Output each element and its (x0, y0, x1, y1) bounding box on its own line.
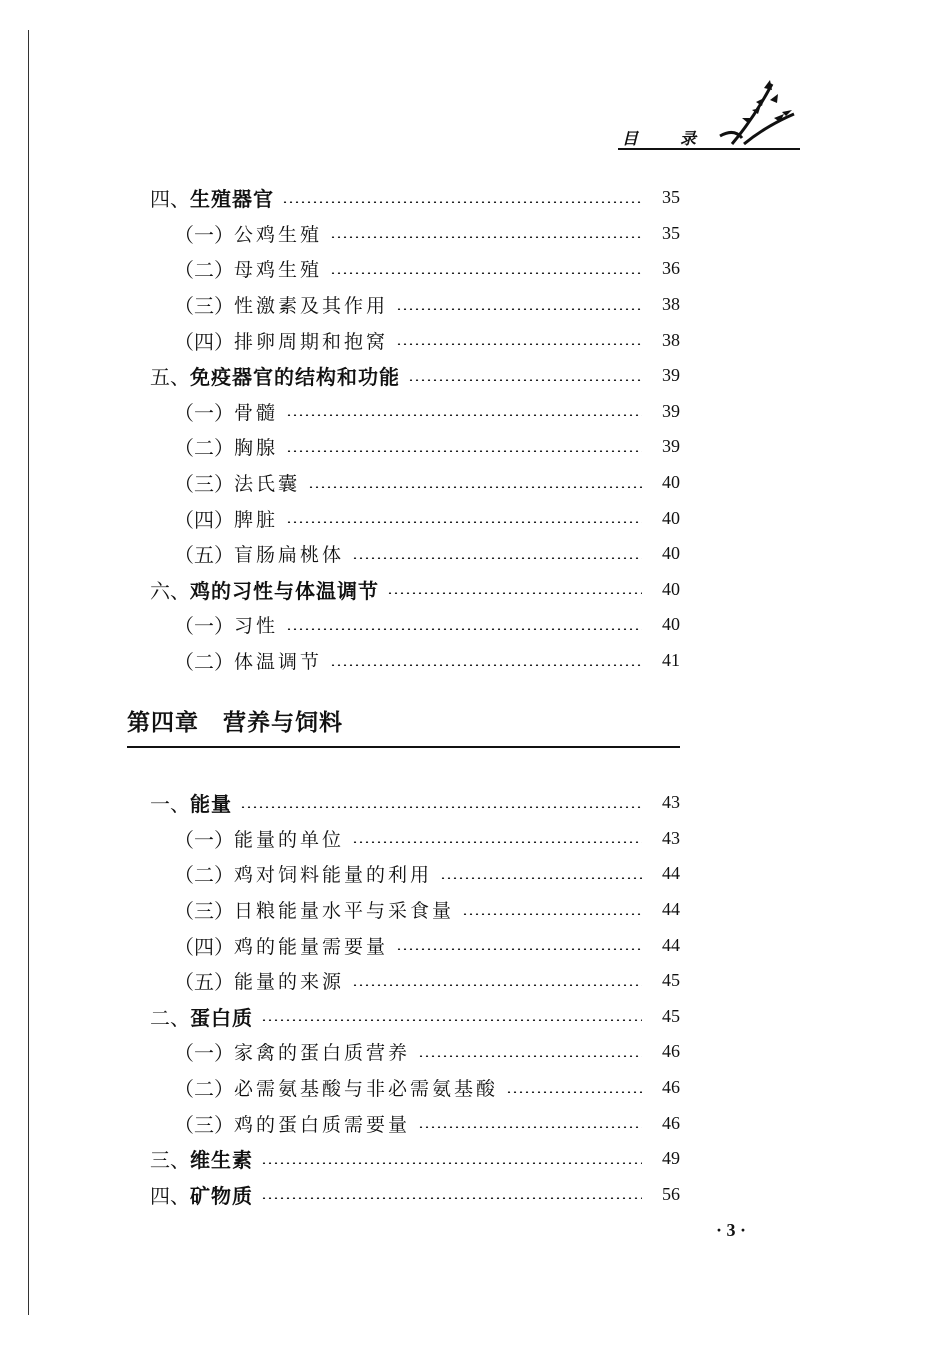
toc-entry[interactable] (150, 536, 680, 572)
toc-entry-title: 日粮能量水平与采食量 (234, 900, 455, 923)
toc-entry[interactable] (150, 251, 680, 287)
toc-entry-title: 维生素 (190, 1148, 253, 1173)
toc-entry-number: 一、 (150, 792, 190, 817)
toc-entry[interactable] (150, 500, 680, 536)
toc-entry-title: 排卵周期和抱窝 (234, 330, 389, 353)
toc-entry-title: 能量的单位 (234, 828, 345, 851)
toc-entry[interactable] (150, 892, 680, 928)
toc-entry[interactable] (150, 429, 680, 465)
toc-entry-number: 四、 (150, 187, 190, 212)
chapter-title: 营养与饲料 (223, 710, 343, 736)
header-rule (618, 148, 800, 150)
toc-entry[interactable] (150, 465, 680, 501)
toc-entry-number: （三） (174, 899, 234, 924)
toc-entry[interactable] (150, 287, 680, 323)
toc-entry[interactable] (150, 643, 680, 679)
toc-dot-leader (240, 806, 642, 808)
toc-entry-number: （一） (174, 222, 234, 247)
toc-entry-number: （一） (174, 827, 234, 852)
toc-entry-number: 六、 (150, 578, 190, 603)
toc-dot-leader (396, 948, 642, 950)
toc-entry-title: 生殖器官 (190, 187, 274, 212)
toc-dot-leader (308, 486, 642, 488)
toc-dot-leader (286, 521, 642, 523)
toc-entry[interactable] (150, 1177, 680, 1213)
wheat-ear-icon (714, 78, 800, 150)
toc-entry[interactable] (150, 216, 680, 252)
toc-entry-number: 四、 (150, 1183, 190, 1208)
toc-entry-title: 盲肠扁桃体 (234, 544, 345, 567)
toc-entry-page: 40 (662, 578, 680, 599)
toc-entry-number: （二） (174, 436, 234, 461)
toc-dot-leader (352, 984, 642, 986)
toc-entry[interactable] (150, 394, 680, 430)
toc-dot-leader (330, 236, 642, 238)
toc-entry-title: 体温调节 (234, 651, 323, 674)
toc-entry-page: 39 (662, 436, 680, 457)
toc-entry-number: （一） (174, 400, 234, 425)
toc-entry-number: （二） (174, 1077, 234, 1102)
header-label-right: 录 (680, 129, 697, 148)
toc-entry-number: （三） (174, 294, 234, 319)
toc-dot-leader (462, 913, 642, 915)
toc-dot-leader (408, 379, 642, 381)
toc-entry[interactable] (150, 963, 680, 999)
toc-dot-leader (352, 841, 642, 843)
toc-entry-page: 35 (662, 187, 680, 208)
toc-entry-title: 公鸡生殖 (234, 223, 323, 246)
toc-entry-page: 44 (662, 899, 680, 920)
toc-entry-number: （四） (174, 329, 234, 354)
toc-entry-title: 胸腺 (234, 437, 279, 460)
toc-entry[interactable] (150, 1070, 680, 1106)
toc-entry-number: （二） (174, 258, 234, 283)
toc-entry-page: 38 (662, 329, 680, 350)
toc-dot-leader (440, 877, 642, 879)
toc-entry-page: 44 (662, 863, 680, 884)
toc-entry[interactable] (150, 322, 680, 358)
toc-section-chapter-4 (150, 785, 680, 1212)
toc-entry-number: （五） (174, 543, 234, 568)
toc-entry-page: 40 (662, 543, 680, 564)
toc-entry[interactable] (150, 999, 680, 1035)
toc-dot-leader (396, 343, 642, 345)
toc-entry-number: （二） (174, 863, 234, 888)
toc-entry-page: 36 (662, 258, 680, 279)
toc-entry-number: 三、 (150, 1148, 190, 1173)
toc-entry-page: 45 (662, 970, 680, 991)
toc-entry-title: 法氏囊 (234, 473, 301, 496)
running-header (618, 120, 800, 152)
toc-entry[interactable] (150, 572, 680, 608)
toc-entry-page: 38 (662, 294, 680, 315)
chapter-rule (127, 746, 680, 748)
toc-entry-page: 46 (662, 1077, 680, 1098)
toc-entry-page: 39 (662, 400, 680, 421)
toc-entry-title: 鸡的能量需要量 (234, 935, 389, 958)
toc-entry-page: 40 (662, 614, 680, 635)
toc-entry[interactable] (150, 1141, 680, 1177)
toc-dot-leader (396, 308, 642, 310)
toc-dot-leader (506, 1091, 642, 1093)
header-label-left: 目 (622, 129, 639, 148)
toc-dot-leader (418, 1126, 642, 1128)
toc-entry-title: 习性 (234, 615, 279, 638)
toc-entry-page: 35 (662, 222, 680, 243)
toc-dot-leader (330, 272, 642, 274)
toc-entry-page: 49 (662, 1148, 680, 1169)
toc-entry-number: （四） (174, 934, 234, 959)
toc-entry-title: 骨髓 (234, 401, 279, 424)
toc-entry-title: 家禽的蛋白质营养 (234, 1042, 411, 1065)
toc-entry-number: （五） (174, 970, 234, 995)
toc-entry-title: 鸡对饲料能量的利用 (234, 864, 433, 887)
toc-entry-page: 40 (662, 507, 680, 528)
toc-section-chapter-3 (150, 180, 680, 678)
chapter-label: 第四章 (127, 710, 199, 736)
toc-dot-leader (286, 414, 642, 416)
toc-entry-page: 43 (662, 827, 680, 848)
toc-entry-title: 免疫器官的结构和功能 (190, 365, 400, 390)
toc-dot-leader (387, 592, 642, 594)
toc-entry-page: 46 (662, 1041, 680, 1062)
toc-entry-number: （一） (174, 614, 234, 639)
toc-dot-leader (286, 450, 642, 452)
toc-entry[interactable] (150, 607, 680, 643)
toc-entry[interactable] (150, 358, 680, 394)
toc-entry[interactable] (150, 856, 680, 892)
toc-entry-page: 40 (662, 472, 680, 493)
toc-entry-number: 二、 (150, 1005, 190, 1030)
toc-entry-number: （三） (174, 472, 234, 497)
toc-entry-title: 脾脏 (234, 508, 279, 531)
toc-entry[interactable] (150, 1105, 680, 1141)
toc-entry-page: 45 (662, 1005, 680, 1026)
toc-entry[interactable] (150, 785, 680, 821)
toc-dot-leader (282, 201, 642, 203)
toc-entry-page: 39 (662, 365, 680, 386)
toc-entry-page: 56 (662, 1183, 680, 1204)
toc-entry-title: 鸡的蛋白质需要量 (234, 1113, 411, 1136)
toc-entry-number: （一） (174, 1041, 234, 1066)
toc-entry-title: 能量 (190, 792, 232, 817)
toc-entry-title: 矿物质 (190, 1183, 253, 1208)
toc-entry-page: 41 (662, 650, 680, 671)
toc-dot-leader (352, 557, 642, 559)
toc-entry-page: 43 (662, 792, 680, 813)
toc-entry-title: 母鸡生殖 (234, 259, 323, 282)
page-number: · 3 · (716, 1220, 747, 1240)
toc-entry-number: 五、 (150, 365, 190, 390)
toc-dot-leader (261, 1197, 642, 1199)
toc-entry[interactable] (150, 180, 680, 216)
toc-entry[interactable] (150, 1034, 680, 1070)
toc-entry-number: （四） (174, 507, 234, 532)
toc-dot-leader (261, 1162, 642, 1164)
toc-entry-page: 44 (662, 934, 680, 955)
toc-entry-page: 46 (662, 1112, 680, 1133)
toc-dot-leader (418, 1055, 642, 1057)
toc-dot-leader (330, 664, 642, 666)
toc-entry-title: 蛋白质 (190, 1005, 253, 1030)
toc-entry[interactable] (150, 927, 680, 963)
toc-entry[interactable] (150, 821, 680, 857)
toc-entry-number: （二） (174, 650, 234, 675)
toc-dot-leader (286, 628, 642, 630)
toc-entry-title: 能量的来源 (234, 971, 345, 994)
toc-dot-leader (261, 1019, 642, 1021)
toc-entry-title: 必需氨基酸与非必需氨基酸 (234, 1078, 499, 1101)
page-binding-rule (28, 30, 29, 1315)
toc-entry-title: 性激素及其作用 (234, 295, 389, 318)
toc-entry-title: 鸡的习性与体温调节 (190, 578, 379, 603)
toc-entry-number: （三） (174, 1112, 234, 1137)
chapter-heading (127, 704, 680, 754)
